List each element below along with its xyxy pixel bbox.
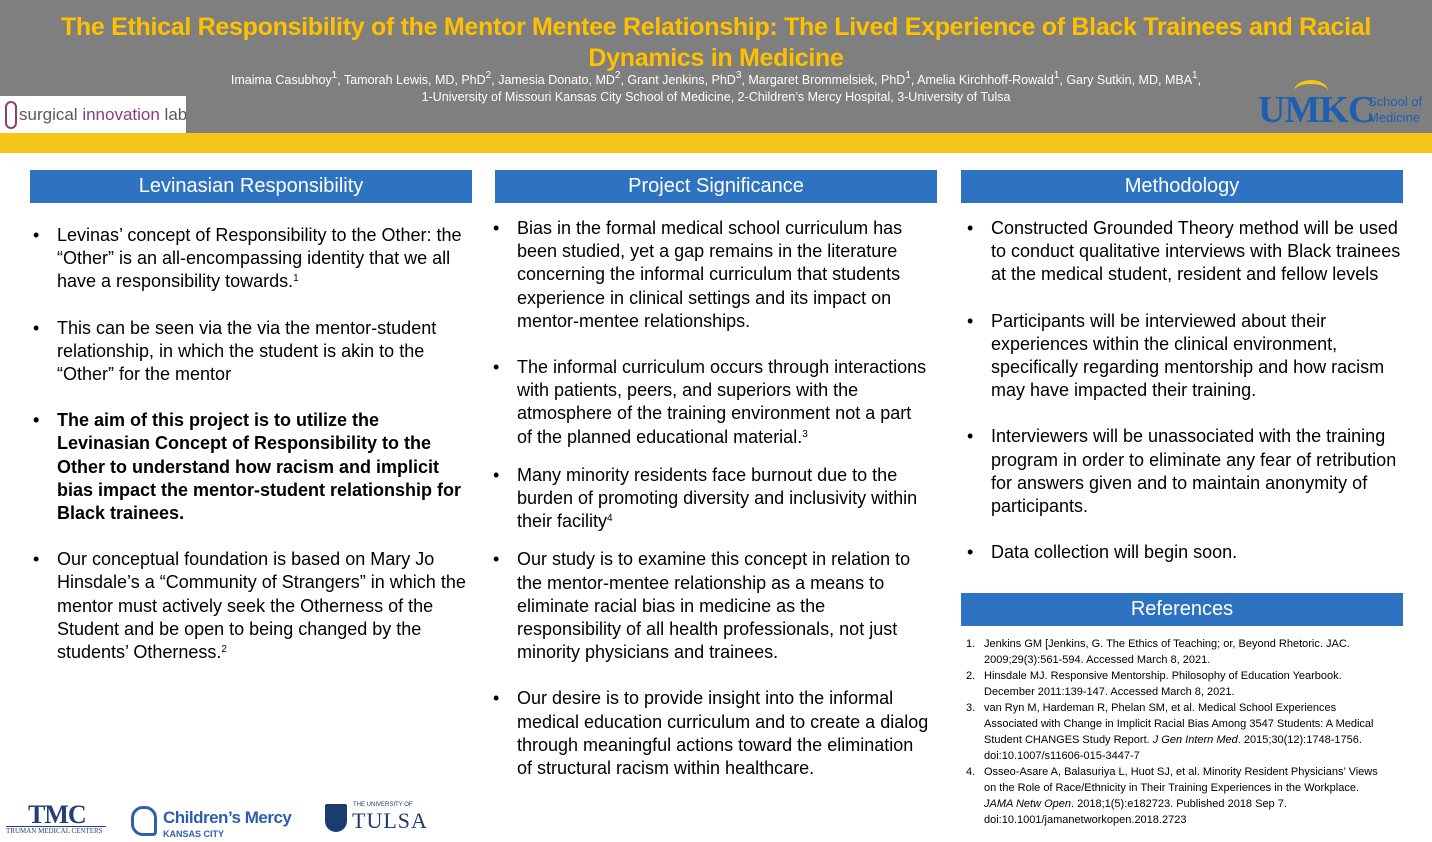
list-item: • Data collection will begin soon. xyxy=(965,541,1401,564)
list-item: • Bias in the formal medical school curriculum has been studied, yet a gap remains in the literature concerning the informal curriculum that students experience in clinical settings and its impact on mentor-mentee relationships. xyxy=(491,217,929,333)
author-block xyxy=(0,72,1432,106)
gold-divider xyxy=(0,133,1432,153)
shield-icon xyxy=(325,804,347,832)
section-heading-references: References xyxy=(961,593,1403,626)
affiliations: 1-University of Missouri Kansas City School of Medicine, 2-Children’s Mercy Hospital, 3-University of Tulsa xyxy=(421,90,1011,104)
author: Margaret Brommelsiek, PhD$^1$, xyxy=(748,70,918,87)
poster-title: The Ethical Responsibility of the Mentor Mentee Relationship: The Lived Experience of Black Trainees and Racial Dynamics in Medicine xyxy=(60,13,1372,72)
section-heading-methodology: Methodology xyxy=(961,170,1403,203)
list-item: • The aim of this project is to utilize the Levinasian Concept of Responsibility to the Other to understand how racism and implicit bias impact the mentor-student relationship for Black trainees. xyxy=(31,409,467,525)
tulsa-logo: THE UNIVERSITY OF TULSA xyxy=(325,802,425,836)
references-list xyxy=(962,636,1388,828)
list-item: • Constructed Grounded Theory method will be used to conduct qualitative interviews with Black trainees at the medical student, resident and fellow levels xyxy=(965,217,1401,287)
list-item: • The informal curriculum occurs through interactions with patients, peers, and superiors with the atmosphere of the training environment not a part of the planned educational material.$^3$ xyxy=(491,356,929,449)
list-item: • Our desire is to provide insight into the informal medical education curriculum and to create a dialog through meaningful actions toward the elimination of structural racism within healthcare. xyxy=(491,687,929,780)
poster-header xyxy=(0,0,1432,133)
section-heading-significance: Project Significance xyxy=(495,170,937,203)
list-item: • Interviewers will be unassociated with the training program in order to eliminate any fear of retribution for answers given and to maintain anonymity of participants. xyxy=(965,425,1401,518)
list-item: • Participants will be interviewed about their experiences within the clinical environment, specifically regarding mentorship and how racism may have impacted their training. xyxy=(965,310,1401,403)
reference-item: 1. Jenkins GM [Jenkins, G. The Ethics of Teaching; or, Beyond Rhetoric. JAC. 2009;29(3):561-594. Accessed March 8, 2021. xyxy=(966,638,1350,666)
tmc-logo: TMC TRUMAN MEDICAL CENTERS xyxy=(6,800,106,835)
author: Gary Sutkin, MD, MBA$^1$, xyxy=(1066,70,1202,87)
author: Tamorah Lewis, MD, PhD$^2$, xyxy=(343,70,499,87)
author: Imaima Casubhoy$^1$, xyxy=(230,70,344,87)
list-item: • Levinas’ concept of Responsibility to the Other: the “Other” is an all-encompassing identity that we all have a responsibility towards.$^1$ xyxy=(31,224,467,294)
surgical-innovation-lab-logo: surgical innovation lab xyxy=(0,96,186,133)
reference-item: 4. Osseo-Asare A, Balasuriya L, Huot SJ, et al. Minority Resident Physicians’ Views on the Role of Race/Ethnicity in Their Training Experiences in the Workplace. JAMA Netw Open. 2018;1(5):e182723. Published 2018 Sep 7. doi:10.1001/jamanetworkopen.2018.2723 xyxy=(966,766,1378,826)
childrens-mercy-logo: Children’s Mercy KANSAS CITY xyxy=(131,804,301,840)
list-item: • This can be seen via the via the mentor-student relationship, in which the student is akin to the “Other” for the mentor xyxy=(31,317,467,387)
author: Grant Jenkins, PhD$^3$, xyxy=(627,70,749,87)
author: Amelia Kirchhoff-Rowald$^1$, xyxy=(917,70,1067,87)
author-list xyxy=(0,72,1432,89)
list-item: • Many minority residents face burnout due to the burden of promoting diversity and inclusivity within their facility$^4$ xyxy=(491,464,929,534)
methodology-list xyxy=(965,217,1401,564)
heart-icon xyxy=(131,806,157,836)
list-item: • Our study is to examine this concept in relation to the mentor-mentee relationship as a means to eliminate racial bias in medicine as the responsibility of all health professionals, not just minority physicians and trainees. xyxy=(491,548,929,664)
section-heading-levinasian: Levinasian Responsibility xyxy=(30,170,472,203)
reference-item: 3. van Ryn M, Hardeman R, Phelan SM, et al. Medical School Experiences Associated with Change in Implicit Racial Bias Among 3547 Students: A Medical Student CHANGES Study Report. J Gen Intern Med. 2015;30(12):1748-1756. doi:10.1007/s11606-015-3447-7 xyxy=(966,702,1374,762)
reference-item: 2. Hinsdale MJ. Responsive Mentorship. Philosophy of Education Yearbook. December 2011:139-147. Accessed March 8, 2021. xyxy=(966,670,1342,698)
lab-logo-icon xyxy=(5,101,17,129)
author: Jamesia Donato, $MD^2$, xyxy=(498,70,628,87)
umkc-logo: UMKC School of Medicine xyxy=(1258,80,1428,130)
levinasian-list xyxy=(31,224,467,664)
list-item: • Our conceptual foundation is based on Mary Jo Hinsdale’s a “Community of Strangers” in which the mentor must actively seek the Otherness of the Student and be open to being changed by the students’ Otherness.$^2$ xyxy=(31,548,467,664)
significance-list xyxy=(491,217,929,780)
